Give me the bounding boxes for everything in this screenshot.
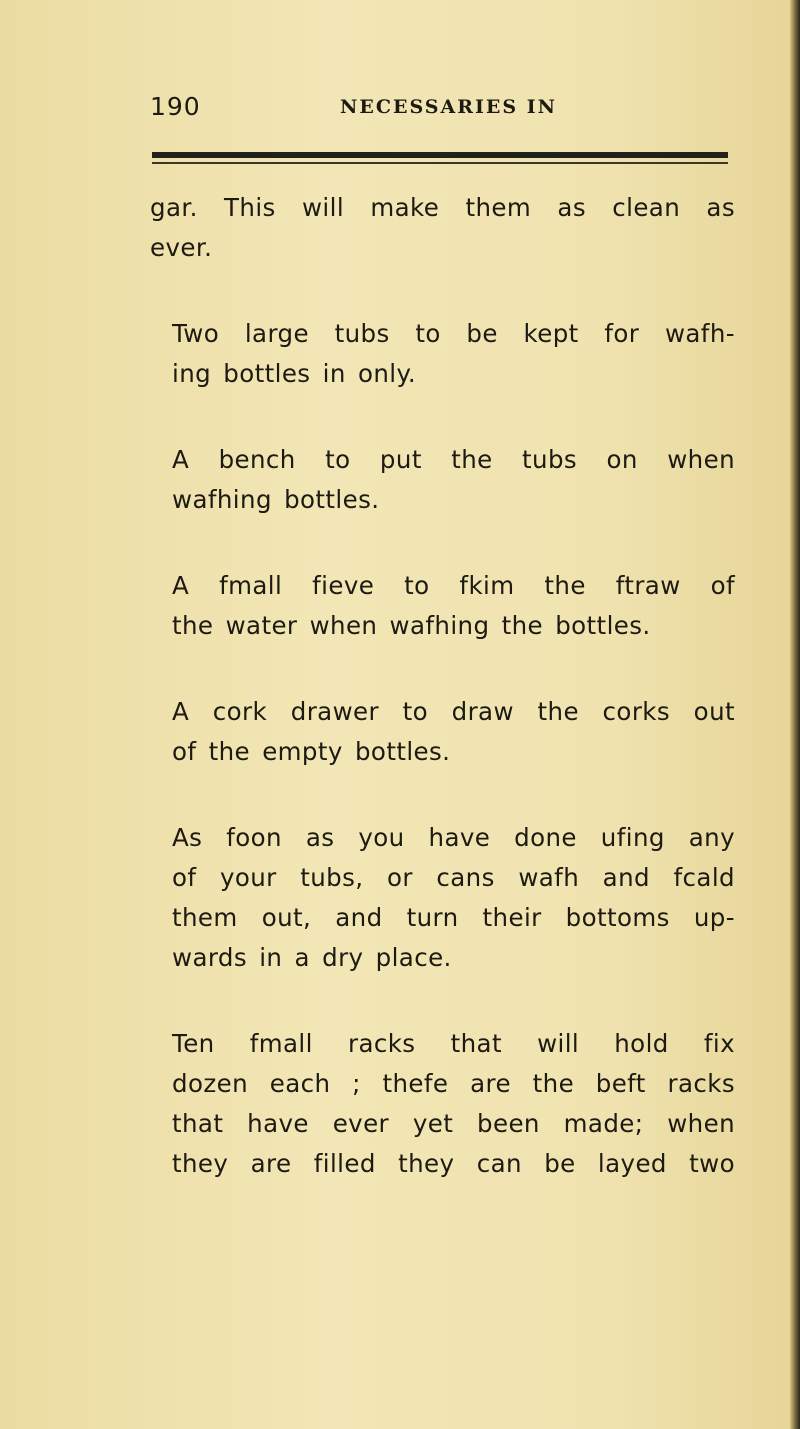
- text-line: As foon as you have done ufing any: [172, 823, 735, 852]
- text-line: they are filled they can be layed two: [172, 1149, 735, 1178]
- text-line: of the empty bottles.: [172, 737, 451, 766]
- paragraph-1: [150, 188, 735, 268]
- text-line: of your tubs, or cans wafh and fcald: [172, 863, 735, 892]
- text-line: wafhing bottles.: [172, 485, 380, 514]
- text-line: wards in a dry place.: [172, 943, 452, 972]
- text-line: A fmall fieve to fkim the ftraw of: [172, 571, 735, 600]
- page-binding-edge: [790, 0, 800, 1429]
- paragraph-2: [150, 314, 735, 394]
- text-line: gar. This will make them as clean as: [150, 193, 735, 222]
- text-line: ing bottles in only.: [172, 359, 417, 388]
- body-text: [150, 188, 735, 1230]
- paragraph-7: [150, 1024, 735, 1184]
- text-line: that have ever yet been made; when: [172, 1109, 735, 1138]
- text-line: the water when wafhing the bottles.: [172, 611, 651, 640]
- paragraph-3: [150, 440, 735, 520]
- text-line: dozen each ; thefe are the beft racks: [172, 1069, 735, 1098]
- text-line: them out, and turn their bottoms up-: [172, 903, 735, 932]
- text-line: Two large tubs to be kept for wafh-: [172, 319, 735, 348]
- page-number: 190: [150, 92, 201, 121]
- paragraph-4: [150, 566, 735, 646]
- running-head: [150, 92, 730, 128]
- running-title: NECESSARIES IN: [340, 96, 557, 118]
- text-line: A bench to put the tubs on when: [172, 445, 735, 474]
- paragraph-6: [150, 818, 735, 978]
- paragraph-5: [150, 692, 735, 772]
- header-rule: [152, 152, 728, 158]
- text-line: A cork drawer to draw the corks out: [172, 697, 735, 726]
- text-line: Ten fmall racks that will hold fix: [172, 1029, 735, 1058]
- text-line: ever.: [150, 233, 213, 262]
- header-rule-thin: [152, 162, 728, 164]
